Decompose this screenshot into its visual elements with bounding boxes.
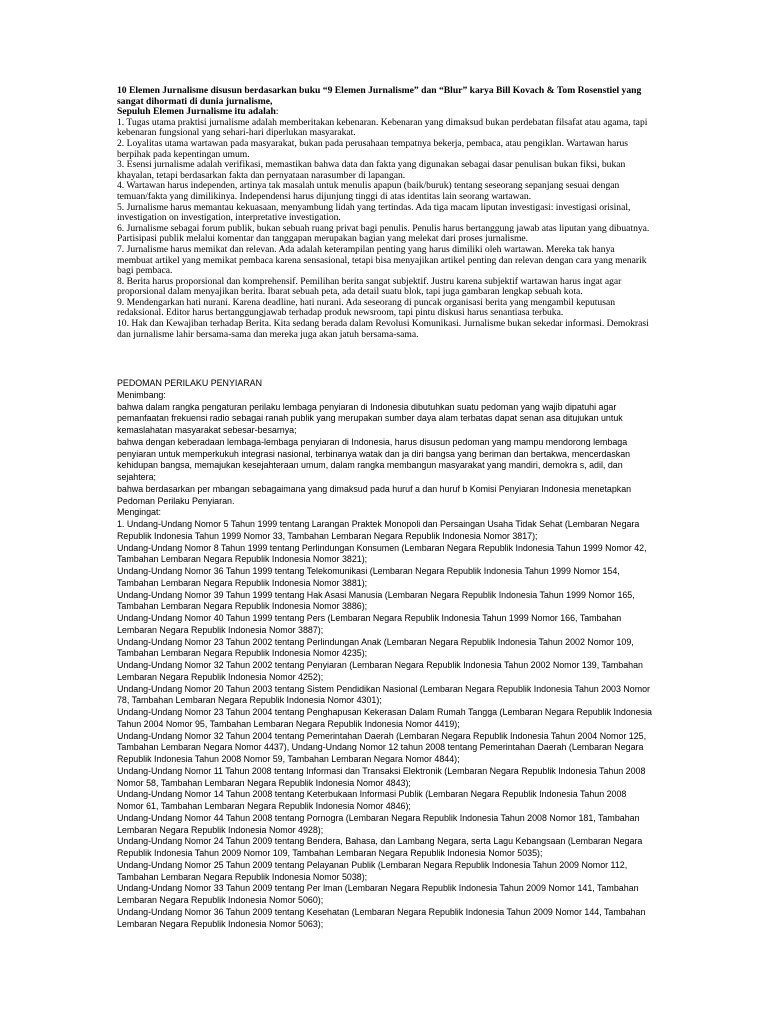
jurnalisme-section xyxy=(117,86,652,340)
mengingat-item: Undang-Undang Nomor 32 Tahun 2002 tentang Penyiaran (Lembaran Negara Republik Indonesia Tahun 2002 Nomor 139, Tambahan Lembaran Negara Republik Indonesia Nomor 4252); xyxy=(117,660,643,682)
mengingat-label: Mengingat: xyxy=(117,507,161,518)
subtitle-text: Sepuluh Elemen Jurnalisme itu adalah xyxy=(117,106,276,118)
element-item-10: 10. Hak dan Kewajiban terhadap Berita. Kita sedang berada dalam Revolusi Komunikasi. Jurnalisme bukan sekedar informasi. Demokrasi dan jurnalisme lahir bersama-sama dan mereka juga akan jatuh bersama-sama. xyxy=(117,318,649,340)
mengingat-item: Undang-Undang Nomor 40 Tahun 1999 tentang Pers (Lembaran Negara Republik Indonesia Tahun 1999 Nomor 166, Tambahan Lembaran Negara Republik Indonesia Nomor 3887); xyxy=(117,613,622,635)
menimbang-item-b: bahwa dengan keberadaan lembaga-lembaga penyiaran di Indonesia, harus disusun pedoman yang mampu mendorong lembaga penyiaran untuk memperkukuh integrasi nasional, terbinanya watak dan ja diri bangsa yang beriman dan bertakwa, mencerdaskan kehidupan bangsa, memajukan kesejahteraan umum, dalam rangka membangun masyarakat yang mandiri, demokra s, adil, dan sejahtera; xyxy=(117,436,631,482)
mengingat-item: Undang-Undang Nomor 36 Tahun 1999 tentang Telekomunikasi (Lembaran Negara Republik Indonesia Tahun 1999 Nomor 154, Tambahan Lembaran Negara Republik Indonesia Nomor 3881); xyxy=(117,566,620,588)
element-item-7: 7. Jurnalisme harus memikat dan relevan. Ada adalah keterampilan penting yang harus dimiliki oleh wartawan. Mereka tak hanya membuat artikel yang memikat pembaca karena sensasional, tetapi bisa menyajikan artikel penting dan relevan dengan cara yang menarik bagi pembaca. xyxy=(117,243,647,277)
menimbang-item-a: bahwa dalam rangka pengaturan perilaku lembaga penyiaran di Indonesia dibutuhkan suatu pedoman yang wajib dipatuhi agar pemanfaatan frekuensi radio sebagai ranah publik yang merupakan sumber daya alam terbatas dapat senan asa ditujukan untuk kemaslahatan masyarakat sebesar-besarnya; xyxy=(117,401,623,435)
element-item-4: 4. Wartawan harus independen, artinya tak masalah untuk menulis apapun (baik/buruk) tentang seseorang sepanjang sesuai dengan temuan/fakta yang dimilikinya. Independensi harus dijunjung tinggi di atas identitas lain seorang wartawan. xyxy=(117,180,620,202)
mengingat-item: Undang-Undang Nomor 39 Tahun 1999 tentang Hak Asasi Manusia (Lembaran Negara Republik Indonesia Tahun 1999 Nomor 165, Tambahan Lembaran Negara Republik Indonesia Nomor 3886); xyxy=(117,589,635,612)
mengingat-item: Undang-Undang Nomor 20 Tahun 2003 tentang Sistem Pendidikan Nasional (Lembaran Negara Republik Indonesia Tahun 2003 Nomor 78, Tambahan Lembaran Negara Republik Indonesia Nomor 4301); xyxy=(117,683,651,706)
mengingat-item: Undang-Undang Nomor 8 Tahun 1999 tentang Perlindungan Konsumen (Lembaran Negara Republik Indonesia Tahun 1999 Nomor 42, Tambahan Lembaran Negara Republik Indonesia Nomor 3821); xyxy=(117,542,647,565)
mengingat-item: Undang-Undang Nomor 23 Tahun 2002 tentang Perlindungan Anak (Lembaran Negara Republik Indonesia Tahun 2002 Nomor 109, Tambahan Lembaran Negara Republik Indonesia Nomor 4235); xyxy=(117,636,634,659)
mengingat-item: Undang-Undang Nomor 33 Tahun 2009 tentang Per lman (Lembaran Negara Republik Indonesia Tahun 2009 Nomor 141, Tambahan Lembaran Negara Republik Indonesia Nomor 5060); xyxy=(117,883,639,905)
menimbang-item-c: bahwa berdasarkan per mbangan sebagaimana yang dimaksud pada huruf a dan huruf b Komisi Penyiaran Indonesia menetapkan Pedoman Perilaku Penyiaran. xyxy=(117,483,632,506)
subtitle-colon: : xyxy=(275,106,279,118)
mengingat-item: Undang-Undang Nomor 32 Tahun 2004 tentang Pemerintahan Daerah (Lembaran Negara Republik Indonesia Tahun 2004 Nomor 125, Tambahan Lembaran Negara Nomor 4437), Undang-Undang Nomor 12 tahun 2008 tentang Pemerintahan Daerah (Lembaran Negara Republik Indonesia Tahun 2008 Nomor 59, Tambahan Lembaran Negara Nomor 4844); xyxy=(117,730,647,764)
mengingat-item: 1. Undang-Undang Nomor 5 Tahun 1999 tentang Larangan Praktek Monopoli dan Persaingan Usaha Tidak Sehat (Lembaran Negara Republik Indonesia Tahun 1999 Nomor 33, Tambahan Lembaran Negara Republik Indonesia Nomor 3817); xyxy=(117,519,640,541)
mengingat-item: Undang-Undang Nomor 14 Tahun 2008 tentang Keterbukaan Informasi Publik (Lembaran Negara Republik Indonesia Tahun 2008 Nomor 61, Tambahan Lembaran Negara Republik Indonesia Nomor 4846); xyxy=(117,789,627,811)
menimbang-label: Menimbang: xyxy=(117,389,166,400)
element-item-3: 3. Esensi jurnalisme adalah verifikasi, memastikan bahwa data dan fakta yang digunakan sebagai dasar penulisan bukan fiksi, bukan khayalan, tetapi berdasarkan fakta dan pernyataan narasumber di lapangan. xyxy=(117,159,626,181)
mengingat-item: Undang-Undang Nomor 36 Tahun 2009 tentang Kesehatan (Lembaran Negara Republik Indonesia Tahun 2009 Nomor 144, Tambahan Lembaran Negara Republik Indonesia Nomor 5063); xyxy=(117,906,646,929)
element-item-9: 9. Mendengarkan hati nurani. Karena deadline, hati nurani. Ada seseorang di puncak organisasi berita yang mengambil keputusan redaksional. Editor harus bertanggungjawab terhadap produk newsroom, tapi pintu diskusi harus senantiasa terbuka. xyxy=(117,296,616,319)
mengingat-item: Undang-Undang Nomor 23 Tahun 2004 tentang Penghapusan Kekerasan Dalam Rumah Tangga (Lembaran Negara Republik Indonesia Tahun 2004 Nomor 95, Tambahan Lembaran Negara Republik Indonesia Nomor 4419); xyxy=(117,707,652,729)
pedoman-section xyxy=(117,378,652,930)
intro-paragraph: 10 Elemen Jurnalisme disusun berdasarkan buku “9 Elemen Jurnalisme” dan “Blur” karya Bill Kovach & Tom Rosenstiel yang sangat dihormati di dunia jurnalisme, xyxy=(117,85,642,107)
element-item-6: 6. Jurnalisme sebagai forum publik, bukan sebuah ruang privat bagi penulis. Penulis harus bertanggung jawab atas liputan yang dibuatnya. Partisipasi publik melalui komentar dan tanggapan merupakan bagian yang melekat dari proses jurnalisme. xyxy=(117,222,650,245)
mengingat-item: Undang-Undang Nomor 11 Tahun 2008 tentang Informasi dan Transaksi Elektronik (Lembaran Negara Republik Indonesia Tahun 2008 Nomor 58, Tambahan Lembaran Negara Republik Indonesia Nomor 4843); xyxy=(117,765,646,788)
section-heading: PEDOMAN PERILAKU PENYIARAN xyxy=(117,378,262,388)
mengingat-item: Undang-Undang Nomor 24 Tahun 2009 tentang Bendera, Bahasa, dan Lambang Negara, serta Lagu Kebangsaan (Lembaran Negara Republik Indonesia Tahun 2009 Nomor 109, Tambahan Lembaran Negara Republik Indonesia Nomor 5035); xyxy=(117,836,643,858)
mengingat-item: Undang-Undang Nomor 44 Tahun 2008 tentang Pornogra (Lembaran Negara Republik Indonesia Tahun 2008 Nomor 181, Tambahan Lembaran Negara Republik Indonesia Nomor 4928); xyxy=(117,812,640,835)
element-item-8: 8. Berita harus proporsional dan komprehensif. Pemilihan berita sangat subjektif. Justru karena subjektif wartawan harus ingat agar proporsional dalam menyajikan berita. Ibarat sebuah peta, ada detail suatu blok, tapi juga gambaran lengkap sebuah kota. xyxy=(117,275,622,298)
mengingat-item: Undang-Undang Nomor 25 Tahun 2009 tentang Pelayanan Publik (Lembaran Negara Republik Indonesia Tahun 2009 Nomor 112, Tambahan Lembaran Negara Republik Indonesia Nomor 5038); xyxy=(117,859,628,882)
element-item-1: 1. Tugas utama praktisi jurnalisme adalah memberitakan kebenaran. Kebenaran yang dimaksud bukan perdebatan filsafat atau agama, tapi kebenaran fungsional yang sehari-hari diperlukan masyarakat. xyxy=(117,116,648,139)
element-item-2: 2. Loyalitas utama wartawan pada masyarakat, bukan pada perusahaan tempatnya bekerja, pembaca, atau pengiklan. Wartawan harus berpihak pada kepentingan umum. xyxy=(117,137,629,160)
element-item-5: 5. Jurnalisme harus memantau kekuasaan, menyambung lidah yang tertindas. Ada tiga macam liputan investigasi: investigasi orisinal, investigation on investigation, interpretative investigation. xyxy=(117,201,631,224)
